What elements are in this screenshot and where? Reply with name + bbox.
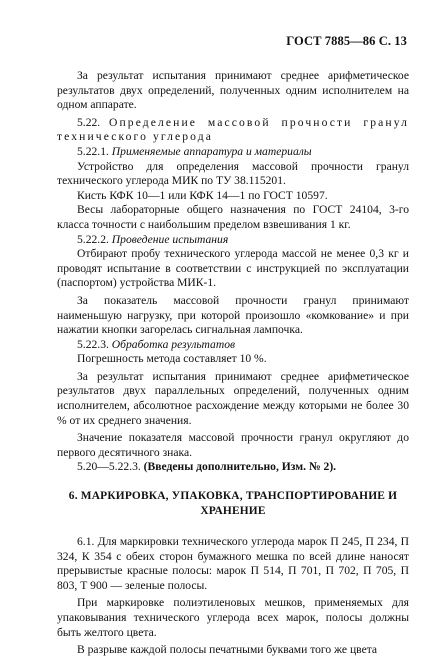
paragraph: 6.1. Для маркировки технического углерода марок П 245, П 234, П 324, К 354 с обеих сторон бумажного мешка по всей длине наносят прерывистые красные полосы: марок П 514, П 701, П 702, П 705, П 803, Т 900 — зеленые полосы. — [57, 535, 409, 592]
paragraph: Погрешность метода составляет 10 %. — [77, 352, 267, 366]
subsection-title: Применяемые аппаратура и материалы — [111, 144, 312, 158]
section-heading-5-22 — [57, 116, 409, 145]
subsection-heading-5-22-2 — [57, 233, 409, 248]
paragraph: В разрыве каждой полосы печатными буквами того же цвета — [77, 643, 378, 657]
subsection-title: Обработка результатов — [111, 337, 236, 351]
paragraph: За результат испытания принимают среднее арифметическое результатов двух определений, полученных одним исполнителем на одном аппарате. — [57, 69, 409, 112]
amendment-text: (Введены дополнительно, Изм. № 2). — [143, 460, 337, 474]
subsection-number: 5.22.2. — [77, 232, 109, 246]
subsection-number: 5.22.1. — [77, 144, 109, 158]
subsection-number: 5.22.3. — [77, 337, 109, 351]
paragraph: Отбирают пробу технического углерода массой не менее 0,3 кг и проводят испытание в соответствии с инструкцией по эксплуатации (паспортом) устройства МИК-1. — [57, 247, 409, 290]
subsection-title: Проведение испытания — [111, 232, 229, 246]
subsection-heading-5-22-3 — [57, 338, 409, 353]
paragraph: При маркировке полиэтиленовых мешков, применяемых для упаковывания технического углерода всех марок, полосы должны быть желтого цвета. — [57, 596, 409, 639]
amendment-note — [57, 460, 409, 475]
paragraph: Кисть КФК 10—1 или КФК 14—1 по ГОСТ 10597. — [77, 188, 328, 202]
document-body — [57, 69, 409, 658]
section-6-heading: 6. МАРКИРОВКА, УПАКОВКА, ТРАНСПОРТИРОВАНИЕ И ХРАНЕНИЕ — [68, 490, 398, 518]
paragraph: За показатель массовой прочности гранул принимают наименьшую нагрузку, при которой произошло «комкование» и при нажатии кнопки загорелась сигнальная лампочка. — [57, 293, 409, 337]
paragraph: Значение показателя массовой прочности гранул округляют до первого десятичного знака. — [57, 431, 409, 459]
subsection-heading-5-22-1 — [57, 145, 409, 160]
paragraph: Устройство для определения массовой прочности гранул технического углерода МИК по ТУ 38.115201. — [57, 159, 409, 188]
paragraph: Весы лабораторные общего назначения по ГОСТ 24104, 3-го класса точности с наибольшим пределом взвешивания 1 кг. — [57, 203, 409, 231]
paragraph: За результат испытания принимают среднее арифметическое результатов двух параллельных определений, полученных одним исполнителем, абсолютное расхождение между которыми не более 30 % от их среднего значения. — [57, 369, 409, 427]
section-number: 5.22. — [77, 115, 101, 129]
page-header: ГОСТ 7885—86 С. 13 — [286, 34, 407, 48]
section-title: Определение массовой прочности гранул технического углерода — [57, 115, 409, 144]
amendment-range: 5.20—5.22.3. — [77, 460, 141, 474]
